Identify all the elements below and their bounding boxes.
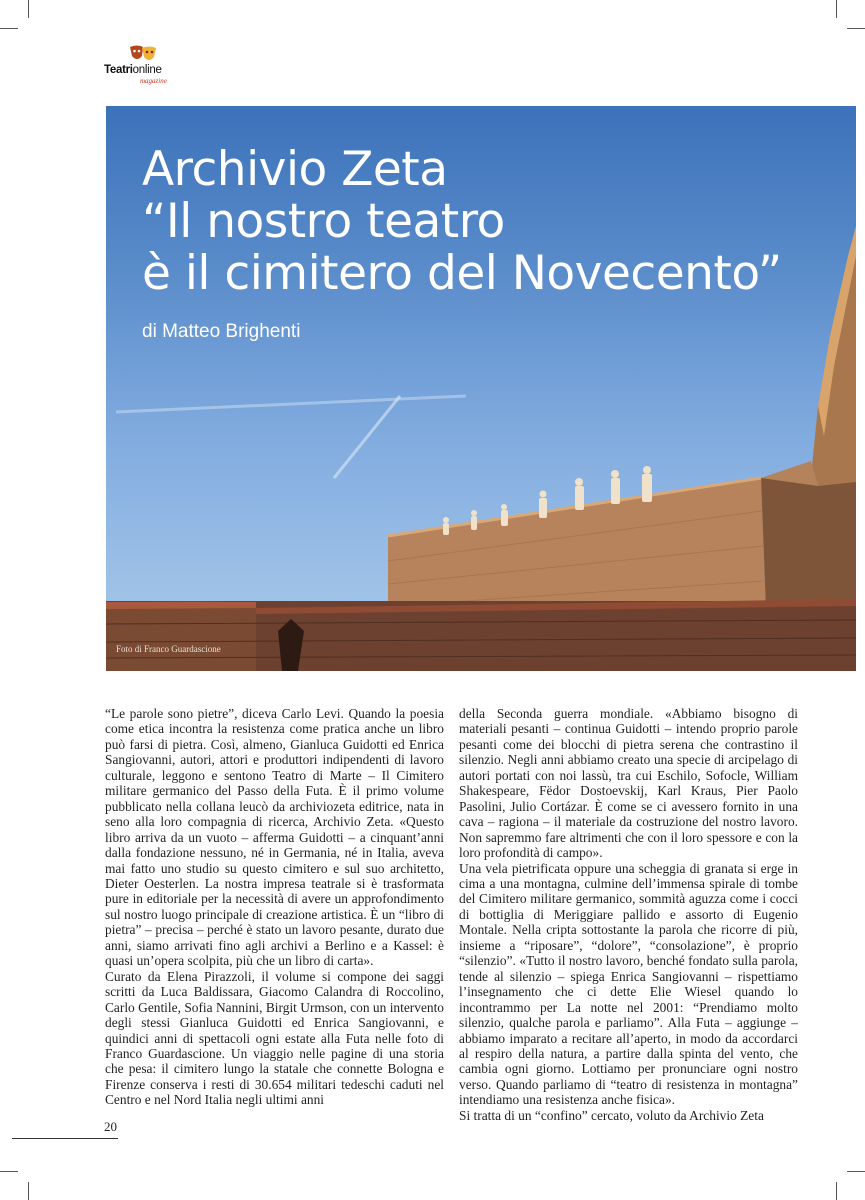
- title-line: “Il nostro teatro: [142, 194, 505, 249]
- crop-mark: [836, 1182, 837, 1200]
- body-paragraph: Si tratta di un “confino” cercato, voluto da Archivio Zeta: [459, 1107, 764, 1123]
- theatre-masks-icon: [128, 44, 158, 66]
- body-paragraph: “Le parole sono pietre”, diceva Carlo Levi. Quando la poesia come etica incontra la resistenza come pratica anche un libro può farsi di pietra. Così, almeno, Gianluca Guidotti ed Enrica Sangiovanni, autori, attori e produttori indipendenti di lavoro culturale, leggono e sentono Teatro di Marte – Il Cimitero militare germanico del Passo della Futa. È il primo volume pubblicato nella collana leucò da archiviozeta editrice, nata in seno alla loro compagnia di ricerca, Archivio Zeta. «Questo libro arriva da un vuoto – afferma Guidotti – a cinquant’anni dalla fondazione nessuno, né in Germania, né in Italia, aveva mai fatto uno studio su questo cimitero e sul suo architetto, Dieter Oesterlen. La nostra impresa teatrale si è trasformata pure in editoriale per la necessità di avere un approfondimento sul nostro luogo principale di creazione artistica. È un “libro di pietra” – precisa – perché è stato un lavoro pesante, durato due anni, siamo arrivati fino agli archivi a Berlino e a Kassel: è quasi un’opera scolpita, più che un libro di carta».: [105, 706, 444, 969]
- crop-mark: [836, 0, 837, 18]
- magazine-logo: [104, 44, 184, 84]
- magazine-tagline: magazine: [140, 77, 167, 85]
- body-paragraph: Una vela pietrificata oppure una scheggia di granata si erge in cima a una montagna, culmine dell’immensa spirale di tombe del Cimitero militare germanico, sommità aguzza come i cocci di bottiglia di Meriggiare pallido e assorto di Eugenio Montale. Nella cripta sottostante la parola che ricorre di più, insieme a “riposare”, “dolore”, “consolazione”, è proprio “silenzio”. «Tutto il nostro lavoro, benché fondato sulla parola, tende al silenzio – spiega Enrica Sangiovanni – rispettiamo l’insegnamento che ci dette Elie Wiesel quando lo incontrammo per La notte nel 2001: “Prendiamo molto silenzio, qualche parola e parliamo”. Alla Futa – aggiunge – abbiamo imparato a recitare all’aperto, in modo da accordarci al respiro della natura, a partire dalla spinta del vento, che cambia ogni giorno. Lottiamo per pronunciare ogni nostro verso. Quando parliamo di “teatro di resistenza in montagna” intendiamo una resistenza anche fisica».: [459, 860, 798, 1108]
- title-line: è il cimitero del Novecento”: [142, 246, 782, 301]
- article-title: [142, 144, 782, 300]
- crop-mark: [28, 0, 29, 18]
- crop-mark: [847, 1171, 865, 1172]
- body-paragraph: Curato da Elena Pirazzoli, il volume si compone dei saggi scritti da Luca Baldissara, Giacomo Calandra di Roccolino, Carlo Gentile, Sofia Nannini, Birgit Urmson, con un intervento degli stessi Gianluca Guidotti ed Enrica Sangiovanni, e quindici anni di spettacoli ogni estate alla Futa nelle foto di Franco Guardascione. Un viaggio nelle pagine di una storia che pesa: il cimitero lungo la statale che connette Bologna e Firenze conserva i resti di 30.654 militari tedeschi caduti nel Centro e nel Nord Italia negli ultimi anni: [105, 968, 444, 1108]
- crop-mark: [0, 1171, 18, 1172]
- footer-rule: [12, 1138, 118, 1139]
- crop-mark: [847, 28, 865, 29]
- hero-photo: [106, 106, 856, 671]
- crop-mark: [0, 28, 18, 29]
- author-byline: di Matteo Brighenti: [142, 321, 301, 342]
- crop-mark: [28, 1182, 29, 1200]
- title-line: Archivio Zeta: [142, 142, 448, 197]
- body-paragraph: della Seconda guerra mondiale. «Abbiamo bisogno di materiali pesanti – continua Guidotti – intendo proprio parole pesanti come dei blocchi di pietra serena che contrastino il silenzio. Negli anni abbiamo creato una specie di arcipelago di autori portati con noi lassù, tra cui Eschilo, Sofocle, William Shakespeare, Fëdor Dostoevskij, Karl Kraus, Pier Paolo Pasolini, Julio Cortázar. È come se ci avessero fornito in una cava – ragiona – il materiale da costruzione del nostro lavoro. Non sapremmo fare altrimenti che con il loro spessore e con la loro profondità di campo».: [459, 706, 798, 861]
- left-text-column: [105, 706, 444, 1108]
- photo-credit: Foto di Franco Guardascione: [116, 644, 221, 654]
- page-number: 20: [104, 1119, 117, 1134]
- magazine-name: Teatrionline: [104, 64, 162, 76]
- right-text-column: [459, 706, 798, 1123]
